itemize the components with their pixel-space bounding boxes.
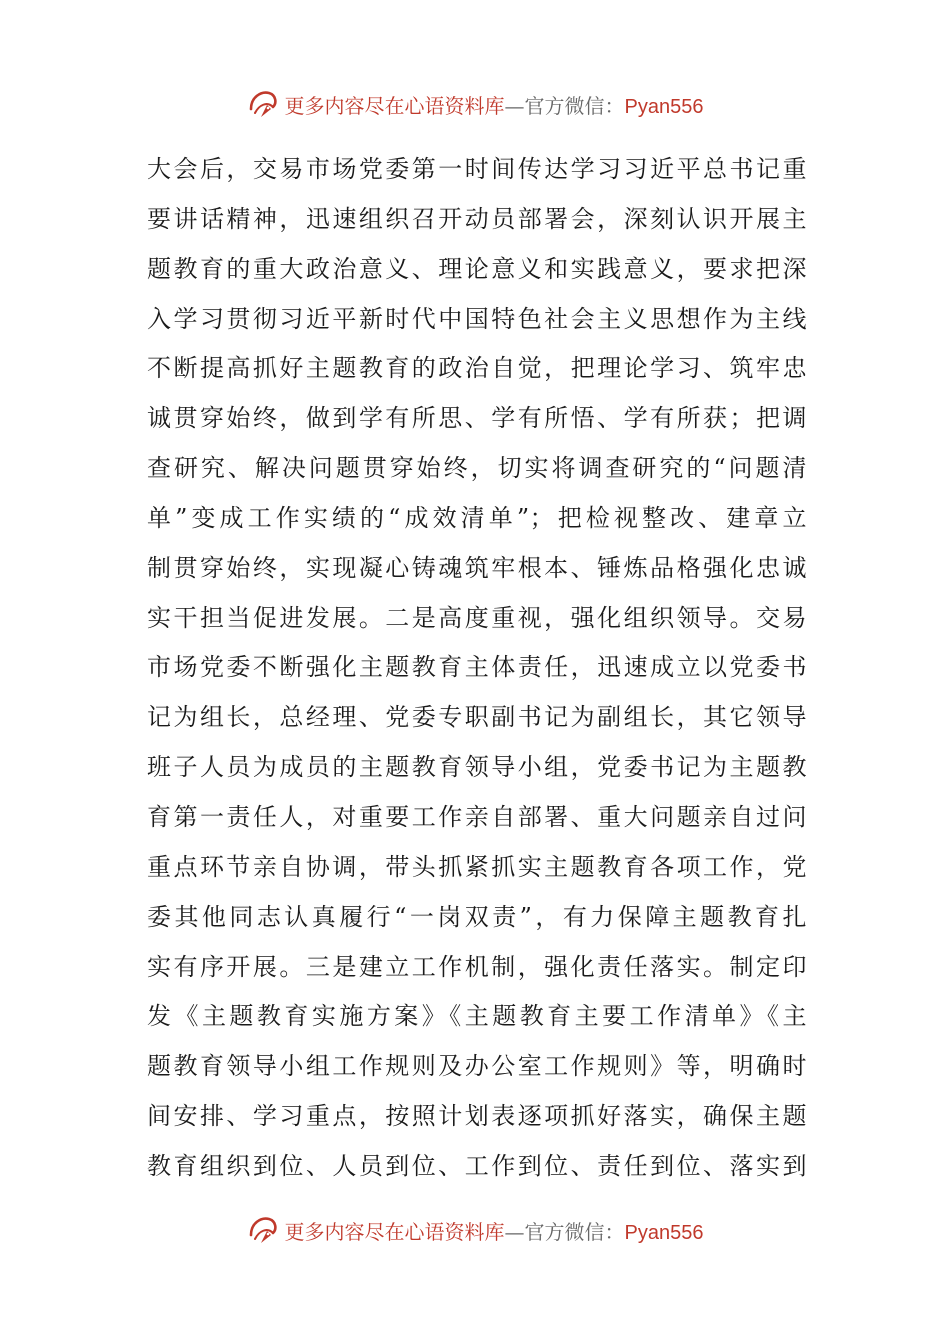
footer-banner-text: [285, 1216, 704, 1245]
body-line: 实干担当促进发展。二是高度重视，强化组织领导。交易: [147, 603, 807, 632]
body-line: 实有序开展。三是建立工作机制，强化责任落实。制定印: [147, 952, 807, 981]
header-dash: —: [504, 93, 525, 118]
body-line: 班子人员为成员的主题教育领导小组，党委书记为主题教: [147, 753, 807, 782]
body-line: 间安排、学习重点，按照计划表逐项抓好落实，确保主题: [147, 1102, 807, 1131]
header-brand-text: 更多内容尽在心语资料库: [284, 93, 505, 118]
body-line: 题教育领导小组工作规则及办公室工作规则》等，明确时: [147, 1052, 807, 1081]
body-line: 不断提高抓好主题教育的政治自觉，把理论学习、筑牢忠: [147, 354, 807, 383]
header-banner-text: [285, 90, 704, 119]
body-line: 制贯穿始终，实现凝心铸魂筑牢根本、锤炼品格强化忠诚: [147, 553, 807, 582]
header-banner: [0, 84, 950, 124]
pen-nib-swirl-logo-icon: [247, 1213, 281, 1247]
body-line: 单”变成工作实绩的“成效清单”；把检视整改、建章立: [147, 503, 807, 532]
body-line: 重点环节亲自协调，带头抓紧抓实主题教育各项工作，党: [147, 852, 807, 881]
body-line: 入学习贯彻习近平新时代中国特色社会主义思想作为主线: [147, 304, 807, 333]
body-line: 委其他同志认真履行“一岗双责”，有力保障主题教育扎: [147, 902, 807, 931]
header-official-label: 官方微信：: [524, 93, 625, 118]
footer-brand-text: 更多内容尽在心语资料库: [284, 1219, 505, 1244]
footer-wechat-id: Pyan556: [624, 1221, 704, 1244]
body-line: 育第一责任人，对重要工作亲自部署、重大问题亲自过问: [147, 802, 807, 831]
body-line: 查研究、解决问题贯穿始终，切实将调查研究的“问题清: [147, 454, 807, 483]
body-line: 题教育的重大政治意义、理论意义和实践意义，要求把深: [147, 254, 807, 283]
body-line: 发《主题教育实施方案》《主题教育主要工作清单》《主: [147, 1002, 807, 1031]
body-line: 要讲话精神，迅速组织召开动员部署会，深刻认识开展主: [147, 204, 807, 233]
body-line: 市场党委不断强化主题教育主体责任，迅速成立以党委书: [147, 653, 807, 682]
document-body: [147, 145, 807, 1192]
footer-dash: —: [504, 1219, 525, 1244]
footer-banner: [0, 1210, 950, 1250]
body-line: 大会后，交易市场党委第一时间传达学习习近平总书记重: [147, 155, 807, 183]
body-line: 记为组长，总经理、党委专职副书记为副组长，其它领导: [147, 703, 807, 732]
body-line: 教育组织到位、人员到位、工作到位、责任到位、落实到: [147, 1151, 807, 1180]
pen-nib-swirl-logo-icon: [247, 87, 281, 121]
body-line: 诚贯穿始终，做到学有所思、学有所悟、学有所获；把调: [147, 404, 807, 433]
header-wechat-id: Pyan556: [624, 95, 704, 118]
footer-official-label: 官方微信：: [524, 1219, 625, 1244]
